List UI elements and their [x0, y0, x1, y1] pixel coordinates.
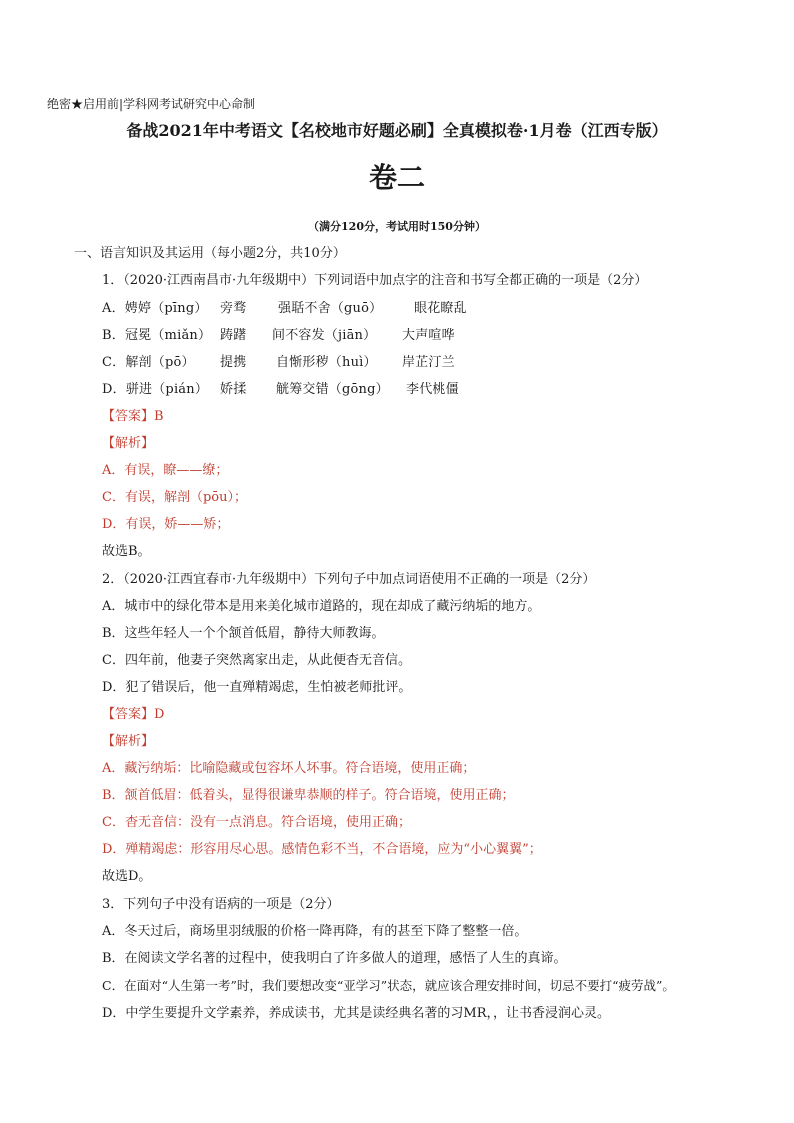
- q1-option-c-part-3: 自惭形秽（huì）: [276, 355, 377, 370]
- header-note: 绝密★启用前|学科网考试研究中心命制: [47, 97, 256, 111]
- q1-option-c-part-2: 提携: [220, 355, 247, 370]
- q1-option-b-part-3: 间不容发（jiān）: [272, 328, 377, 343]
- q2-analysis-line: D．殚精竭虑：形容用尽心思。感情色彩不当，不合语境，应为“小心翼翼”；: [102, 842, 542, 857]
- q3-option-d: D．中学生要提升文学素养，养成读书，尤其是读经典名著的习MR，，让书香浸润心灵。: [102, 1006, 611, 1021]
- q1-option-c-part-4: 岸芷汀兰: [402, 355, 455, 370]
- page-title: 备战2021年中考语文【名校地市好题必刷】全真模拟卷·1月卷（江西专版）: [126, 121, 668, 140]
- q1-answer: 【答案】B: [102, 409, 164, 424]
- q1-option-d-part-4: 李代桃僵: [406, 382, 459, 397]
- q1-option-b: [102, 327, 455, 345]
- q2-analysis-line: B．颔首低眉：低着头，显得很谦卑恭顺的样子。符合语境，使用正确；: [102, 788, 515, 803]
- q1-option-c-part-1: C．解剖（pō）: [102, 355, 195, 370]
- q1-option-d-part-1: D．骈进（pián）: [102, 382, 209, 397]
- q1-option-a-part-4: 眼花瞭乱: [414, 301, 467, 316]
- q3-option-b: B．在阅读文学名著的过程中，使我明白了许多做人的道理，感悟了人生的真谛。: [102, 951, 567, 966]
- q2-conclusion: 故选D。: [102, 869, 152, 884]
- q1-option-b-part-1: B．冠冕（miǎn）: [102, 328, 212, 343]
- q3-option-c: C．在面对“人生第一考”时，我们要想改变“亚学习”状态，就应该合理安排时间，切忌不要打“疲劳战”。: [102, 978, 675, 993]
- q1-option-d-part-3: 觥筹交错（gōng）: [276, 382, 389, 397]
- q1-option-b-part-2: 踌躇: [220, 328, 247, 343]
- q1-option-a: [102, 300, 467, 318]
- question-3-stem: 3．下列句子中没有语病的一项是（2分）: [102, 897, 340, 912]
- q2-option-c: C．四年前，他妻子突然离家出走，从此便杳无音信。: [102, 653, 411, 668]
- question-2-stem: 2．（2020·江西宜春市·九年级期中）下列句子中加点词语使用不正确的一项是（2分）: [102, 572, 596, 587]
- score-note: （满分120分，考试用时150分钟）: [308, 220, 486, 233]
- q1-analysis-line: D．有误，娇——矫；: [102, 517, 230, 532]
- q2-analysis-line: C．杳无音信：没有一点消息。符合语境，使用正确；: [102, 815, 411, 830]
- q2-option-a: A．城市中的绿化带本是用来美化城市道路的，现在却成了藏污纳垢的地方。: [102, 599, 541, 614]
- q2-option-d: D．犯了错误后，他一直殚精竭虑，生怕被老师批评。: [102, 680, 412, 695]
- q1-analysis-label: 【解析】: [102, 436, 155, 451]
- q1-option-d-part-2: 娇揉: [220, 382, 247, 397]
- q1-option-b-part-4: 大声喧哗: [402, 328, 455, 343]
- q1-option-a-part-3: 强聒不舍（guō）: [278, 301, 383, 316]
- q2-option-b: B．这些年轻人一个个颔首低眉，静待大师教诲。: [102, 626, 385, 641]
- paper-subtitle: 卷二: [368, 161, 425, 194]
- q2-analysis-line: A．藏污纳垢：比喻隐藏或包容坏人坏事。符合语境，使用正确；: [102, 761, 476, 776]
- section-heading: 一、语言知识及其运用（每小题2分，共10分）: [74, 246, 346, 261]
- q1-analysis-line: C．有误，解剖（pōu）；: [102, 490, 247, 505]
- q2-answer: 【答案】D: [102, 707, 165, 722]
- question-1-stem: 1．（2020·江西南昌市·九年级期中）下列词语中加点字的注音和书写全都正确的一项是（2分）: [102, 273, 648, 288]
- q3-option-a: A．冬天过后，商场里羽绒服的价格一降再降，有的甚至下降了整整一倍。: [102, 924, 528, 939]
- q1-option-a-part-2: 旁骛: [220, 301, 247, 316]
- q1-conclusion: 故选B。: [102, 544, 151, 559]
- q1-option-a-part-1: A．娉婷（pīng）: [102, 301, 208, 316]
- q1-analysis-line: A．有误，瞭——缭；: [102, 463, 229, 478]
- q1-option-c: [102, 354, 455, 372]
- q2-analysis-label: 【解析】: [102, 734, 155, 749]
- q1-option-d: [102, 381, 459, 399]
